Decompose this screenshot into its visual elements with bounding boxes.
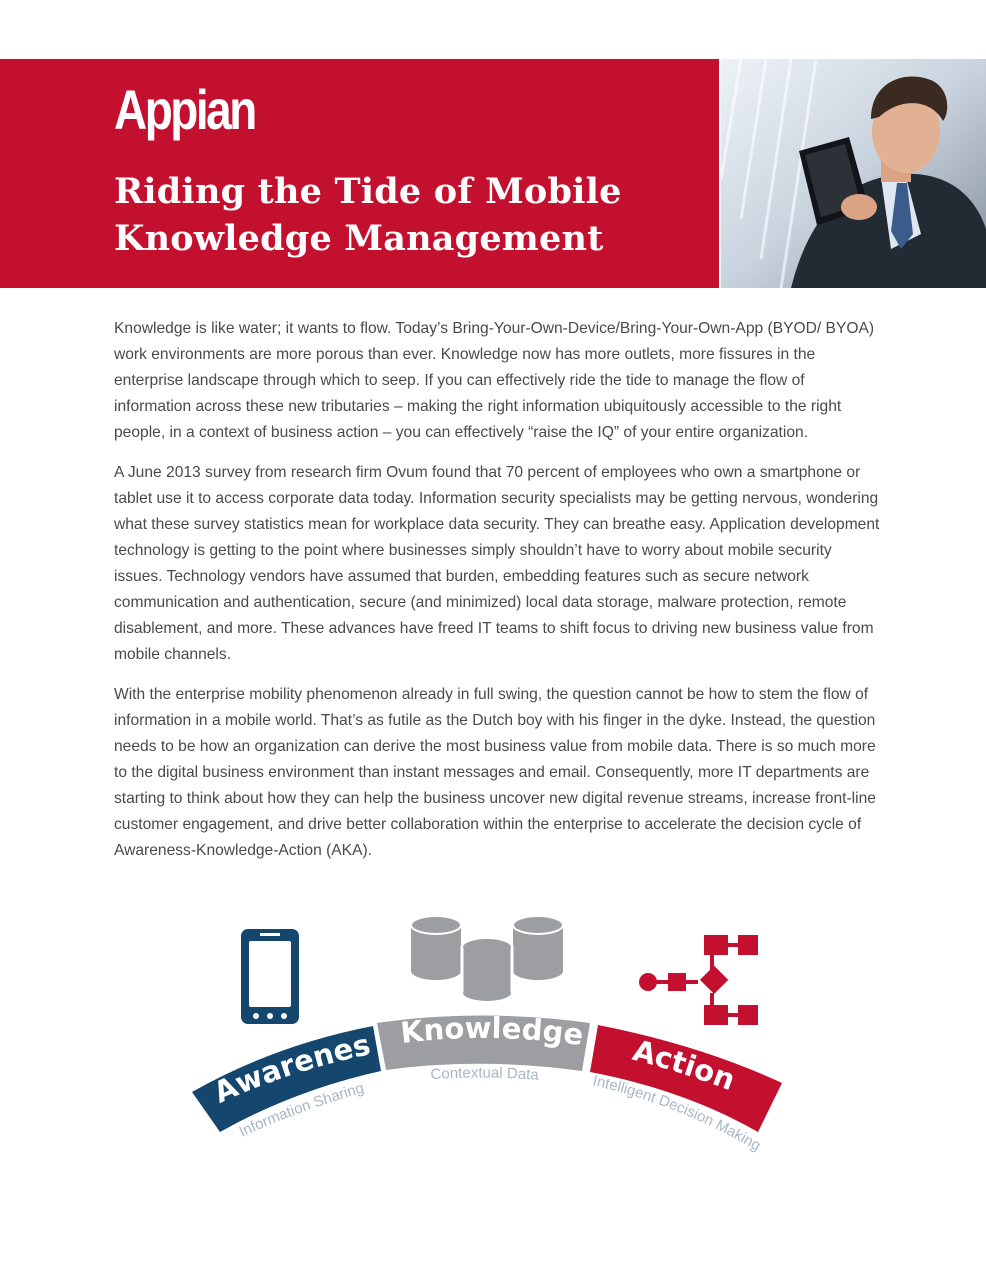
- awareness-label: Awarenes: [208, 1027, 374, 1110]
- aka-cycle-diagram: [180, 905, 800, 1175]
- workflow-icon: [639, 935, 758, 1025]
- appian-logo: Appian: [114, 78, 255, 141]
- paragraph-3: With the enterprise mobility phenomenon already in full swing, the question cannot be how to stem the flow of information in a mobile world. That’s as futile as the Dutch boy with his finger in the dyke. Instead, the question needs to be how an organization can derive the most business value from mobile data. There is so much more to the digital business environment than instant messages and email. Consequently, more IT departments are starting to think about how they can help the business uncover new digital revenue streams, increase front-line customer engagement, and drive better collaboration within the enterprise to accelerate the decision cycle of Awareness-Knowledge-Action (AKA).: [114, 686, 876, 859]
- title-line-1: Riding the Tide of Mobile: [114, 171, 622, 212]
- knowledge-label: Knowledge: [398, 1010, 586, 1053]
- article-body: [114, 316, 884, 878]
- title-line-2: Knowledge Management: [114, 218, 604, 259]
- paragraph-1: Knowledge is like water; it wants to flow. Today’s Bring-Your-Own-Device/Bring-Your-Own-App (BYOD/ BYOA) work environments are more porous than ever. Knowledge now has more outlets, more fissures in the enterprise landscape through which to seep. If you can effectively ride the tide to manage the flow of information across these new tributaries – making the right information ubiquitously accessible to the right people, in a context of business action – you can effectively “raise the IQ” of your entire organization.: [114, 320, 875, 441]
- database-icon: [411, 916, 563, 1002]
- action-label: Action: [629, 1033, 740, 1098]
- knowledge-sublabel: Contextual Data: [429, 1064, 540, 1084]
- page-title: [114, 168, 704, 262]
- businessman-tablet-photo: [721, 59, 986, 288]
- paragraph-2: A June 2013 survey from research firm Ovum found that 70 percent of employees who own a smartphone or tablet use it to access corporate data today. Information security specialists may be getting nervous, wondering what these survey statistics mean for workplace data security. They can breathe easy. Application development technology is getting to the point where businesses simply shouldn’t have to worry about mobile security issues. Technology vendors have assumed that burden, embedding features such as secure network communication and authentication, secure (and minimized) local data storage, malware protection, remote disablement, and more. These advances have freed IT teams to shift focus to driving new business value from mobile channels.: [114, 464, 880, 663]
- awareness-sublabel: Information Sharing: [236, 1079, 366, 1141]
- smartphone-icon: [241, 929, 299, 1024]
- action-sublabel: Intelligent Decision Making: [591, 1072, 764, 1155]
